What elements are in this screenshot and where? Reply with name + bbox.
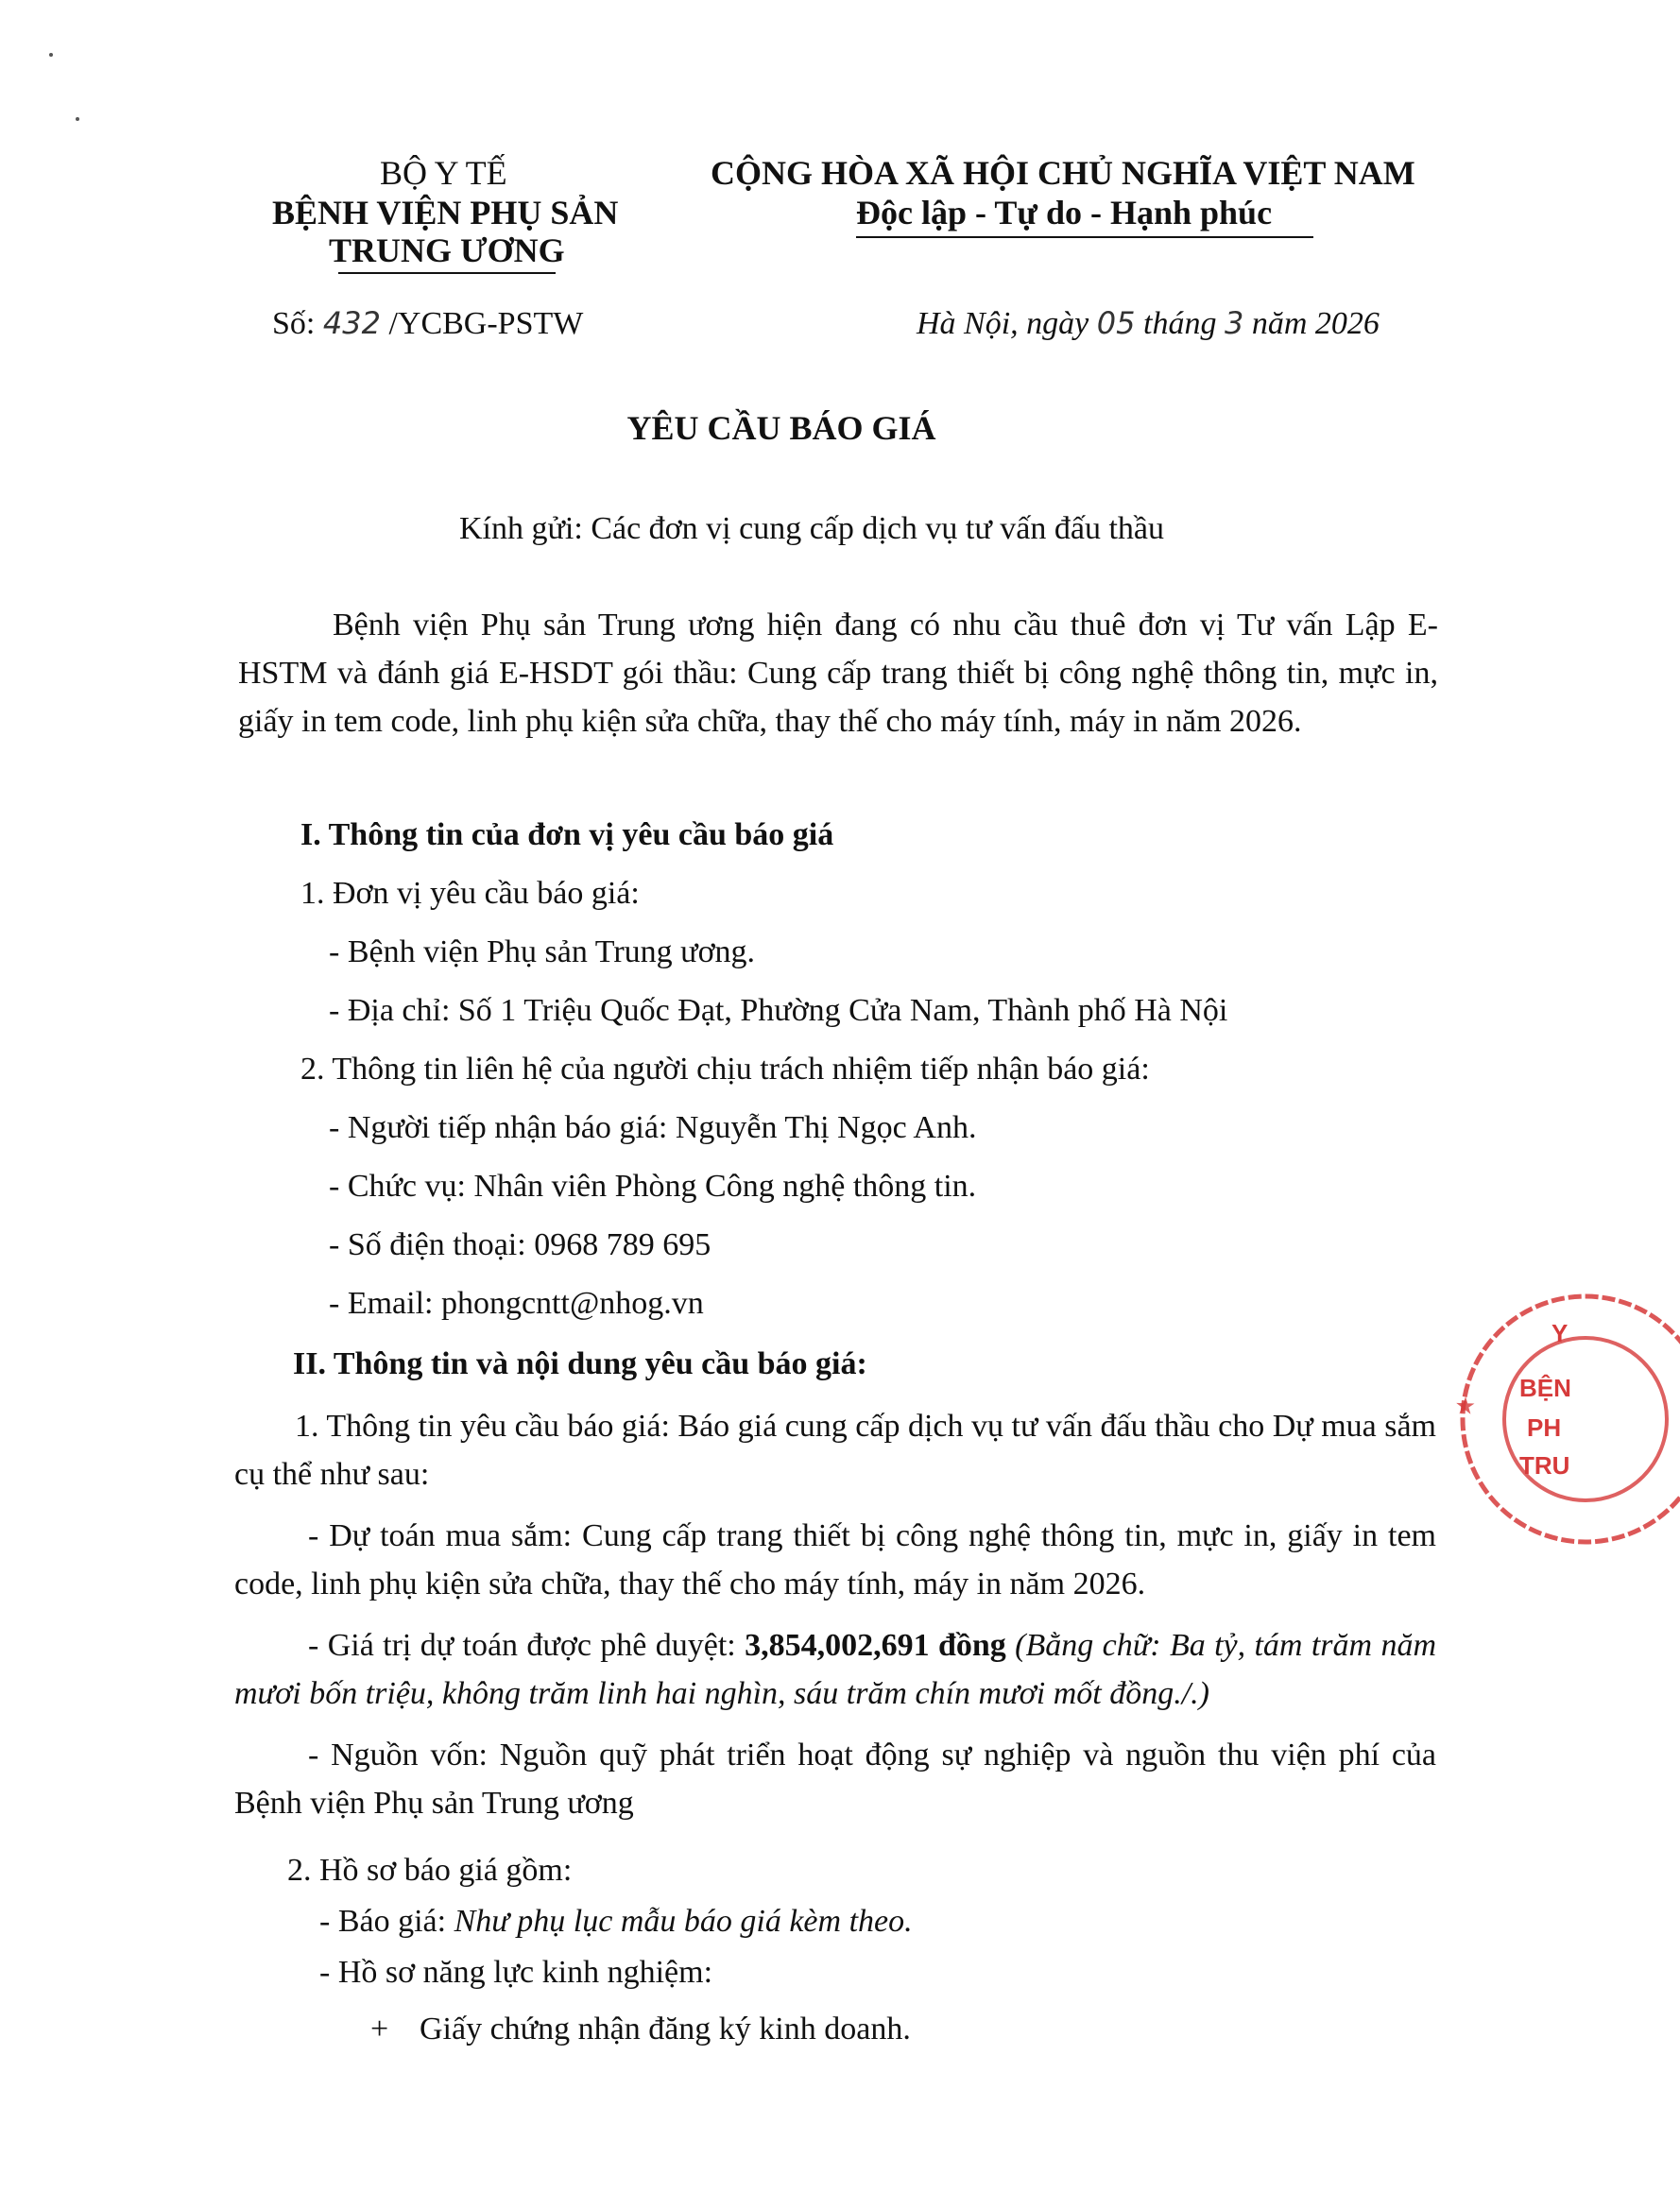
scan-speck — [49, 53, 53, 57]
header-underline-left — [338, 272, 556, 274]
section2-heading: II. Thông tin và nội dung yêu cầu báo giá: — [293, 1346, 867, 1381]
section1-heading: I. Thông tin của đơn vị yêu cầu báo giá — [300, 817, 834, 852]
date-day: 05 — [1096, 305, 1136, 341]
quote-line — [319, 1903, 913, 1941]
date-year: năm 2026 — [1251, 306, 1380, 341]
contact-email: - Email: phongcntt@nhog.vn — [329, 1286, 704, 1321]
doc-no-value: 432 — [322, 305, 381, 341]
section1-item1: 1. Đơn vị yêu cầu báo giá: — [300, 876, 640, 911]
republic-title: CỘNG HÒA XÃ HỘI CHỦ NGHĨA VIỆT NAM — [711, 154, 1415, 192]
document-date — [917, 304, 1380, 343]
doc-no-suffix: /YCBG-PSTW — [388, 306, 584, 341]
stamp-top-text: Y — [1551, 1319, 1569, 1347]
bullet-mark: + — [370, 2012, 389, 2046]
quote-label: - Báo giá: — [319, 1904, 447, 1939]
date-month-label: tháng — [1143, 306, 1217, 341]
document-title: YÊU CẦU BÁO GIÁ — [626, 409, 936, 447]
stamp-line2: PH — [1527, 1413, 1562, 1442]
section1-item2: 2. Thông tin liên hệ của người chịu trách nhiệm tiếp nhận báo giá: — [300, 1052, 1150, 1087]
capacity-line: - Hồ sơ năng lực kinh nghiệm: — [319, 1955, 713, 1990]
contact-receiver: - Người tiếp nhận báo giá: Nguyễn Thị Ngọc Anh. — [329, 1110, 977, 1145]
national-motto: Độc lập - Tự do - Hạnh phúc — [856, 194, 1273, 231]
stamp-line3: TRU — [1519, 1451, 1570, 1480]
business-registration: Giấy chứng nhận đăng ký kinh doanh. — [420, 2012, 911, 2046]
contact-position: - Chức vụ: Nhân viên Phòng Công nghệ thông tin. — [329, 1169, 977, 1204]
document-number — [272, 304, 583, 343]
approved-value-words: (Bằng chữ: Ba tỷ, tám trăm năm mươi bốn triệu, không trăm linh hai nghìn, sáu trăm chín mươi mốt đồng./.) — [234, 1628, 1437, 1711]
recipient-line: Kính gửi: Các đơn vị cung cấp dịch vụ tư vấn đấu thầu — [459, 511, 1165, 546]
section2-item1: 1. Thông tin yêu cầu báo giá: Báo giá cung cấp dịch vụ tư vấn đấu thầu cho Dự mua sắm cụ thể như sau: — [234, 1409, 1436, 1492]
scan-speck — [76, 117, 79, 121]
contact-phone: - Số điện thoại: 0968 789 695 — [329, 1227, 711, 1262]
stamp-graphic — [1450, 1276, 1680, 1559]
procurement-estimate: - Dự toán mua sắm: Cung cấp trang thiết bị công nghệ thông tin, mực in, giấy in tem code, linh phụ kiện sửa chữa, thay thế cho máy tính, máy in năm 2026. — [234, 1518, 1436, 1601]
ministry-name: BỘ Y TẾ — [380, 154, 507, 192]
hospital-name-line1: BỆNH VIỆN PHỤ SẢN — [272, 194, 619, 231]
date-month: 3 — [1224, 305, 1244, 341]
approved-value-amount: 3,854,002,691 đồng — [745, 1628, 1006, 1663]
unit-address: - Địa chỉ: Số 1 Triệu Quốc Đạt, Phường Cửa Nam, Thành phố Hà Nội — [329, 993, 1228, 1028]
date-place: Hà Nội, ngày — [917, 306, 1089, 341]
requesting-unit: - Bệnh viện Phụ sản Trung ương. — [329, 934, 756, 969]
intro-paragraph: Bệnh viện Phụ sản Trung ương hiện đang có nhu cầu thuê đơn vị Tư vấn Lập E-HSTM và đánh giá E-HSDT gói thầu: Cung cấp trang thiết bị công nghệ thông tin, mực in, giấy in tem code, linh phụ kiện sửa chữa, thay thế cho máy tính, máy in năm 2026. — [238, 608, 1438, 739]
approved-value — [234, 1621, 1436, 1718]
approved-value-label: - Giá trị dự toán được phê duyệt: — [308, 1628, 736, 1663]
motto-underline — [856, 236, 1313, 238]
funding-source: - Nguồn vốn: Nguồn quỹ phát triển hoạt động sự nghiệp và nguồn thu viện phí của Bệnh viện Phụ sản Trung ương — [234, 1738, 1436, 1821]
doc-no-label: Số: — [272, 306, 316, 341]
stamp-line1: BỆN — [1519, 1374, 1571, 1402]
quote-text: Như phụ lục mẫu báo giá kèm theo. — [454, 1904, 913, 1939]
section2-item2: 2. Hồ sơ báo giá gồm: — [287, 1853, 573, 1888]
svg-text:★: ★ — [1450, 1393, 1480, 1419]
official-stamp — [1450, 1276, 1586, 1559]
hospital-name-line2: TRUNG ƯƠNG — [329, 231, 565, 269]
